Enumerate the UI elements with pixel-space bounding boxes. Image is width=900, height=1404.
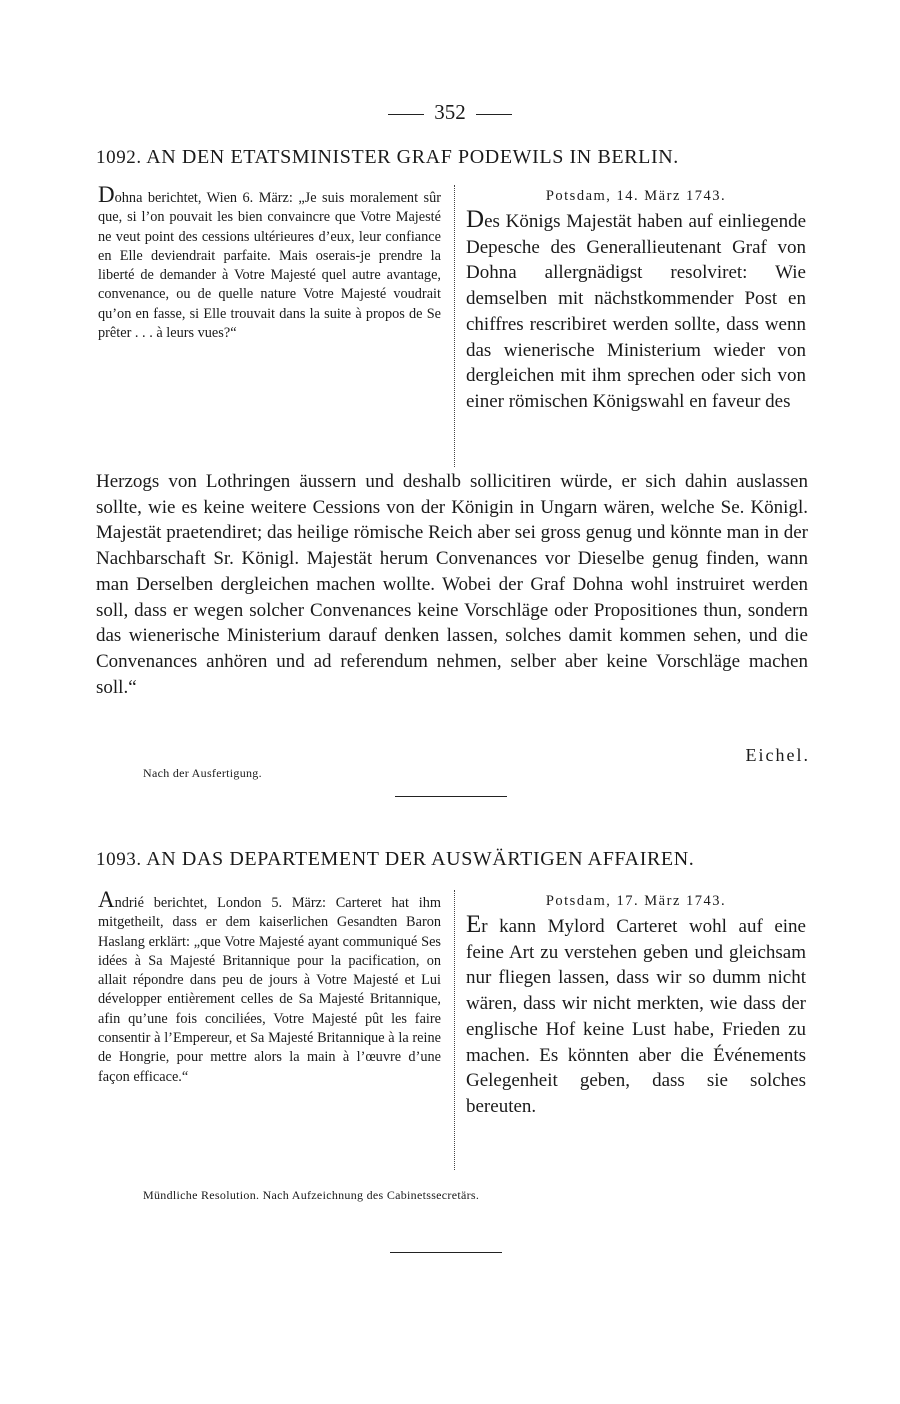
section-rule bbox=[390, 1252, 502, 1253]
letter-1093-report bbox=[98, 887, 441, 1087]
dateline: Potsdam, 14. März 1743. bbox=[545, 188, 727, 204]
page-number-dash-left bbox=[388, 114, 424, 115]
reply-initial: D bbox=[466, 206, 485, 233]
page-number bbox=[0, 100, 900, 125]
signature: Eichel. bbox=[745, 745, 810, 765]
reply-column-text: es Königs Majestät haben auf einliegende Depesche des Generallieutenant Graf von Dohna allergnädigst resolviret: Wie demselben mit nächstkommender Post en chiffres rescribiret werden sollte, dass wenn das wienerische Ministerium wieder von dergleichen mit ihm sprechen oder sich von einer römischen Königswahl en faveur des bbox=[466, 211, 806, 412]
dateline: Potsdam, 17. März 1743. bbox=[545, 893, 727, 909]
page-number-dash-right bbox=[476, 114, 512, 115]
reply-column-text: r kann Mylord Carteret wohl auf eine feine Art zu verstehen geben und gleichsam nur fliegen lassen, dass wir so dumm nicht wären, dass wir nicht merkten, wie dass der englische Hof keine Lust habe, Frieden zu machen. Es könnten aber die Événements Gelegenheit geben, dass sie solches bereuten. bbox=[466, 916, 806, 1117]
source-note: Mündliche Resolution. Nach Aufzeichnung des Cabinetssecretärs. bbox=[143, 1188, 480, 1202]
column-divider bbox=[454, 890, 455, 1170]
reply-initial: E bbox=[466, 911, 482, 938]
page-number-text: 352 bbox=[434, 100, 466, 124]
section-rule bbox=[395, 796, 507, 797]
letter-title: AN DAS DEPARTEMENT DER AUSWÄRTIGEN AFFAIREN. bbox=[146, 848, 695, 870]
letter-1092-reply-column bbox=[466, 185, 806, 415]
letter-number: 1093. bbox=[96, 849, 142, 870]
report-text: ohna berichtet, Wien 6. März: „Je suis moralement sûr que, si l’on pouvait les bien convaincre que Votre Majesté ne veut point des cessions ultérieures d’eux, leur confiance en Elle deviendrait parfaite. Mais oserais-je prendre la liberté de demander à Votre Majesté quel autre avantage, convenance, ou de quelle nature Votre Majesté voudrait qu’on en fasse, si Elle trouvait dans la suite à propos de Se prêter . . . à leurs vues?“ bbox=[98, 190, 441, 342]
report-initial: A bbox=[98, 887, 115, 912]
letter-title: AN DEN ETATSMINISTER GRAF PODEWILS IN BERLIN. bbox=[146, 146, 679, 168]
report-initial: D bbox=[98, 182, 115, 207]
letter-1093-heading bbox=[96, 848, 808, 871]
letter-1092-report bbox=[98, 182, 441, 343]
letter-number: 1092. bbox=[96, 147, 142, 168]
letter-1092-heading bbox=[96, 146, 808, 169]
column-divider bbox=[454, 185, 455, 467]
letter-1092-reply-continued: Herzogs von Lothringen äussern und deshalb sollicitiren würde, er sich dahin auslassen sollte, wie es keine weitere Cessions von der Königin in Ungarn wären, welche Se. Königl. Majestät praetendiret; das heilige römische Reich aber sei gross genug und könnte man in der Nachbarschaft Sr. Königl. Majestät herum Convenances vor Dieselbe genug finden, wann man Derselben dergleichen machen wollte. Wobei der Graf Dohna wohl instruiret werden soll, dass er wegen solcher Convenances keine Vorschläge oder Propositiones thun, sondern das wienerische Ministerium darauf denken lassen, solches damit kommen sehen, und die Convenances anhören und ad referendum nehmen, selber aber keine Vorschläge machen soll.“ bbox=[96, 471, 808, 698]
report-text: ndrié berichtet, London 5. März: Carteret hat ihm mitgetheilt, dass er dem kaiserlichen Gesandten Baron Haslang erklärt: „que Votre Majesté ayant communiqué Ses idées à Sa Majesté Britannique pour la pacification, on allait répondre dans peu de jours à Votre Majesté et Lui développer entièrement celles de Sa Majesté Britannique, afin qu’une fois conciliées, Votre Majesté pût les faire consentir à l’Empereur, et Sa Majesté Britannique à la reine de Hongrie, pour mettre alors la main à l’œuvre d’une façon efficace.“ bbox=[98, 895, 441, 1085]
letter-1093-reply-column bbox=[466, 890, 806, 1120]
source-note: Nach der Ausfertigung. bbox=[143, 766, 262, 780]
